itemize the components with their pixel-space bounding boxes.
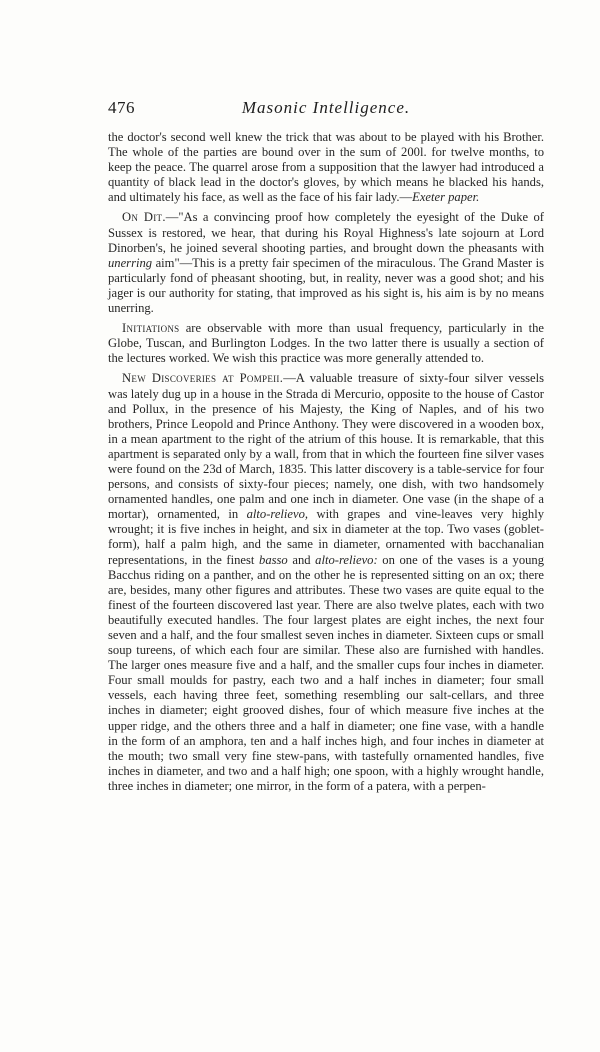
paragraph-lead: On Dit. <box>122 210 166 225</box>
italic-term: unerring <box>108 255 153 270</box>
paragraph-lead: New Discoveries at Pompeii. <box>122 371 284 386</box>
italic-term: alto-relievo: <box>315 552 378 567</box>
paragraph-text: are observable with more than usual frequency, particularly in the Globe, Tuscan, and Burlington Lodges. In the two latter there is usually a section of the lectures worked. We wish this practice was more generally attended to. <box>108 321 544 366</box>
paragraph-pompeii <box>108 371 544 794</box>
paragraph-text: the doctor's second well knew the trick that was about to be played with his Brother. The whole of the parties are bound over in the sum of 200l. for twelve months, to keep the peace. The quarrel arose from a supposition that the lawyer had introduced a quantity of black lead in the doctor's gloves, by which means he blacked his hands, and ultimately his face, as well as the face of his fair lady.— <box>108 130 544 205</box>
paragraph-exeter <box>108 130 544 205</box>
paragraph-text: with grapes and vine-leaves very highly wrought; it is five inches in height, and six in diameter at the top. Two vases (goblet-form), half a palm high, and the same in diameter, ornamented with bacchanalian representations, in the finest <box>108 507 544 567</box>
page-header <box>108 98 544 122</box>
page-number: 476 <box>108 98 135 117</box>
paragraph-text: —"As a convincing proof how completely the eyesight of the Duke of Sussex is restored, we hear, that during his Royal Highness's late sojourn at Lord Dinorben's, he joined several shooting parties, and brought down the pheasants with <box>108 210 544 255</box>
paragraph-text: on one of the vases is a young Bacchus riding on a panther, and on the other he is represented sitting on an ox; there are, besides, many other figures and attributes. These two vases are quite equal to the finest of the fourteen discovered last year. There are also twelve plates, each with two beautifully executed handles. The four largest plates are eight inches, the next four seven and a half, and the four smallest seven inches in diameter. Sixteen cups or small soup tureens, of which each four are similar. These also are furnished with handles. The larger ones measure five and a half, and the smaller cups four inches in diameter. Four small moulds for pastry, each two and a half inches in diameter; four small vessels, each having three feet, something resembling our salt-cellars, and three inches in diameter; eight grooved dishes, four of which measure five inches at the upper ridge, and the others three and a half in diameter; one fine vase, with a handle in the form of an amphora, ten and a half inches high, and four inches in diameter at the mouth; two small very fine stew-pans, with tastefully ornamented handles, five inches in diameter, and two and a half high; one spoon, with a highly wrought handle, three inches in diameter; one mirror, in the form of a patera, with a perpen- <box>108 552 545 793</box>
paragraph-on-dit <box>108 210 544 316</box>
paragraph-initiations <box>108 321 544 366</box>
italic-term: alto-relievo, <box>246 507 309 522</box>
source-citation: Exeter paper. <box>412 190 480 205</box>
running-head: Masonic Intelligence. <box>241 98 411 117</box>
paragraph-text-continued: aim"—This is a pretty fair specimen of the miraculous. The Grand Master is particularly fond of pheasant shooting, but, in reality, never was a good shot; and his jager is our authority for stating, that improved as his sight is, his aim is by no means unerring. <box>108 255 544 316</box>
article-body <box>108 130 544 799</box>
paragraph-text: —A valuable treasure of sixty-four silver vessels was lately dug up in a house in the Strada di Mercurio, opposite to the house of Castor and Pollux, in the presence of his Majesty, the King of Naples, and of his two brothers, Prince Leopold and Prince Anthony. They were discovered in a wooden box, in a mean apartment to the right of the atrium of this house. It is remarkable, that this apartment is separated only by a wall, from that in which the fourteen fine silver vases were found on the 23d of March, 1835. This latter discovery is a table-service for four persons, and consists of sixty-four pieces; namely, one dish, with two handsomely ornamented handles, one palm and one inch in diameter. One vase (in the shape of a mortar), ornamented, in <box>108 371 544 522</box>
italic-term: basso <box>259 552 288 567</box>
paragraph-text: and <box>287 552 316 567</box>
paragraph-lead: Initiations <box>122 321 180 336</box>
